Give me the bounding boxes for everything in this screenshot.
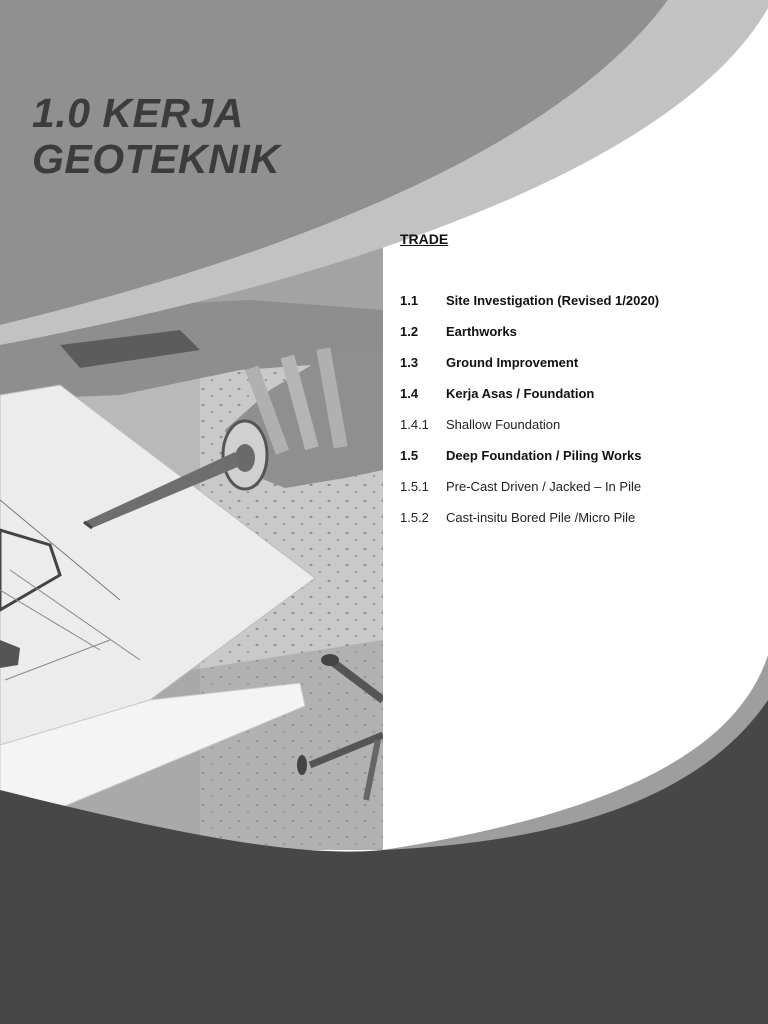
trade-list	[400, 293, 750, 541]
trade-heading: TRADE	[400, 231, 449, 247]
toc-text: Deep Foundation / Piling Works	[446, 448, 642, 463]
toc-item	[400, 324, 750, 355]
toc-text: Kerja Asas / Foundation	[446, 386, 595, 401]
toc-text: Shallow Foundation	[446, 417, 561, 432]
toc-item	[400, 510, 750, 541]
toc-text: Cast-insitu Bored Pile /Micro Pile	[446, 510, 636, 525]
toc-number: 1.2	[400, 324, 419, 339]
toc-item	[400, 479, 750, 510]
toc-item	[400, 293, 750, 324]
toc-number: 1.3	[400, 355, 419, 370]
toc-item	[400, 417, 750, 448]
toc-text: Ground Improvement	[446, 355, 579, 370]
toc-text: Earthworks	[446, 324, 517, 339]
toc-number: 1.5.2	[400, 510, 429, 525]
toc-item	[400, 386, 750, 417]
toc-number: 1.1	[400, 293, 419, 308]
toc-number: 1.4	[400, 386, 419, 401]
title-line-1: 1.0 KERJA	[32, 90, 244, 136]
toc-item	[400, 355, 750, 386]
toc-number: 1.5.1	[400, 479, 429, 494]
toc-item	[400, 448, 750, 479]
page-title	[32, 90, 280, 182]
toc-number: 1.4.1	[400, 417, 429, 432]
title-line-2: GEOTEKNIK	[32, 136, 281, 182]
toc-text: Pre-Cast Driven / Jacked – In Pile	[446, 479, 642, 494]
toc-number: 1.5	[400, 448, 419, 463]
toc-text: Site Investigation (Revised 1/2020)	[446, 293, 660, 308]
